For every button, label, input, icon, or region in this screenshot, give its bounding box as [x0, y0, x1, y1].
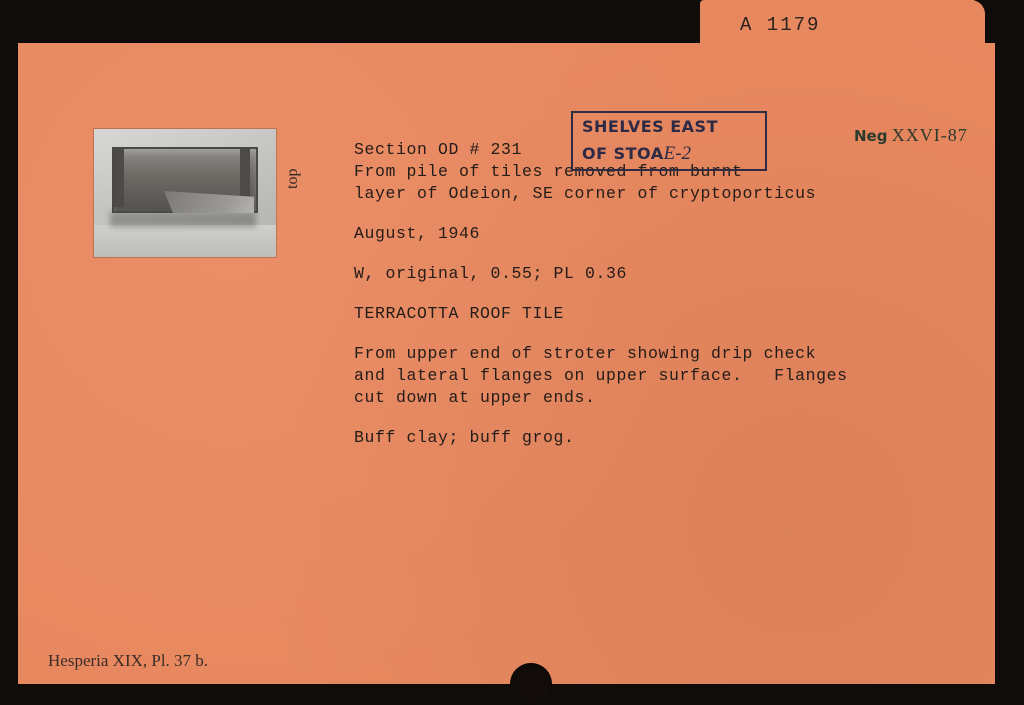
fabric-paragraph [354, 427, 954, 449]
negative-number [854, 125, 968, 146]
index-card [18, 43, 995, 684]
accession-number: A 1179 [740, 14, 821, 36]
measurements-paragraph [354, 263, 954, 285]
stamp-line-2 [573, 140, 765, 167]
publication-citation: Hesperia XIX, Pl. 37 b. [48, 651, 209, 670]
typed-record-text [354, 139, 954, 449]
measurements-line: W, original, 0.55; PL 0.36 [354, 264, 628, 283]
description-line-1: From upper end of stroter showing drip check [354, 344, 817, 363]
tile-photograph [94, 129, 276, 257]
shelf-location-stamp [571, 111, 767, 171]
object-title-line: TERRACOTTA ROOF TILE [354, 304, 565, 323]
photo-tile-left-flange [114, 149, 124, 207]
top-orientation-annotation: top [284, 168, 301, 189]
negative-number-value: XXVI-87 [891, 125, 968, 145]
stamp-line-1: SHELVES EAST [582, 117, 718, 136]
date-line: August, 1946 [354, 224, 481, 243]
section-line-2: From pile of tiles removed from burnt [354, 162, 743, 181]
section-line-3: layer of Odeion, SE corner of cryptoporticus [354, 184, 817, 203]
photo-tile-shadow [110, 211, 256, 227]
object-title-paragraph [354, 303, 954, 325]
stamp-line-2-text: OF STOA [582, 144, 664, 163]
description-line-3: cut down at upper ends. [354, 388, 596, 407]
stamp-handwritten-code: E-2 [663, 143, 692, 164]
punch-hole [510, 663, 552, 705]
negative-label: Neg [854, 127, 888, 145]
section-line-1: Section OD # 231 [354, 140, 523, 159]
description-line-2: and lateral flanges on upper surface. Flanges [354, 366, 848, 385]
date-paragraph [354, 223, 954, 245]
fabric-line: Buff clay; buff grog. [354, 428, 575, 447]
description-paragraph [354, 343, 954, 409]
photo-background [94, 225, 276, 257]
